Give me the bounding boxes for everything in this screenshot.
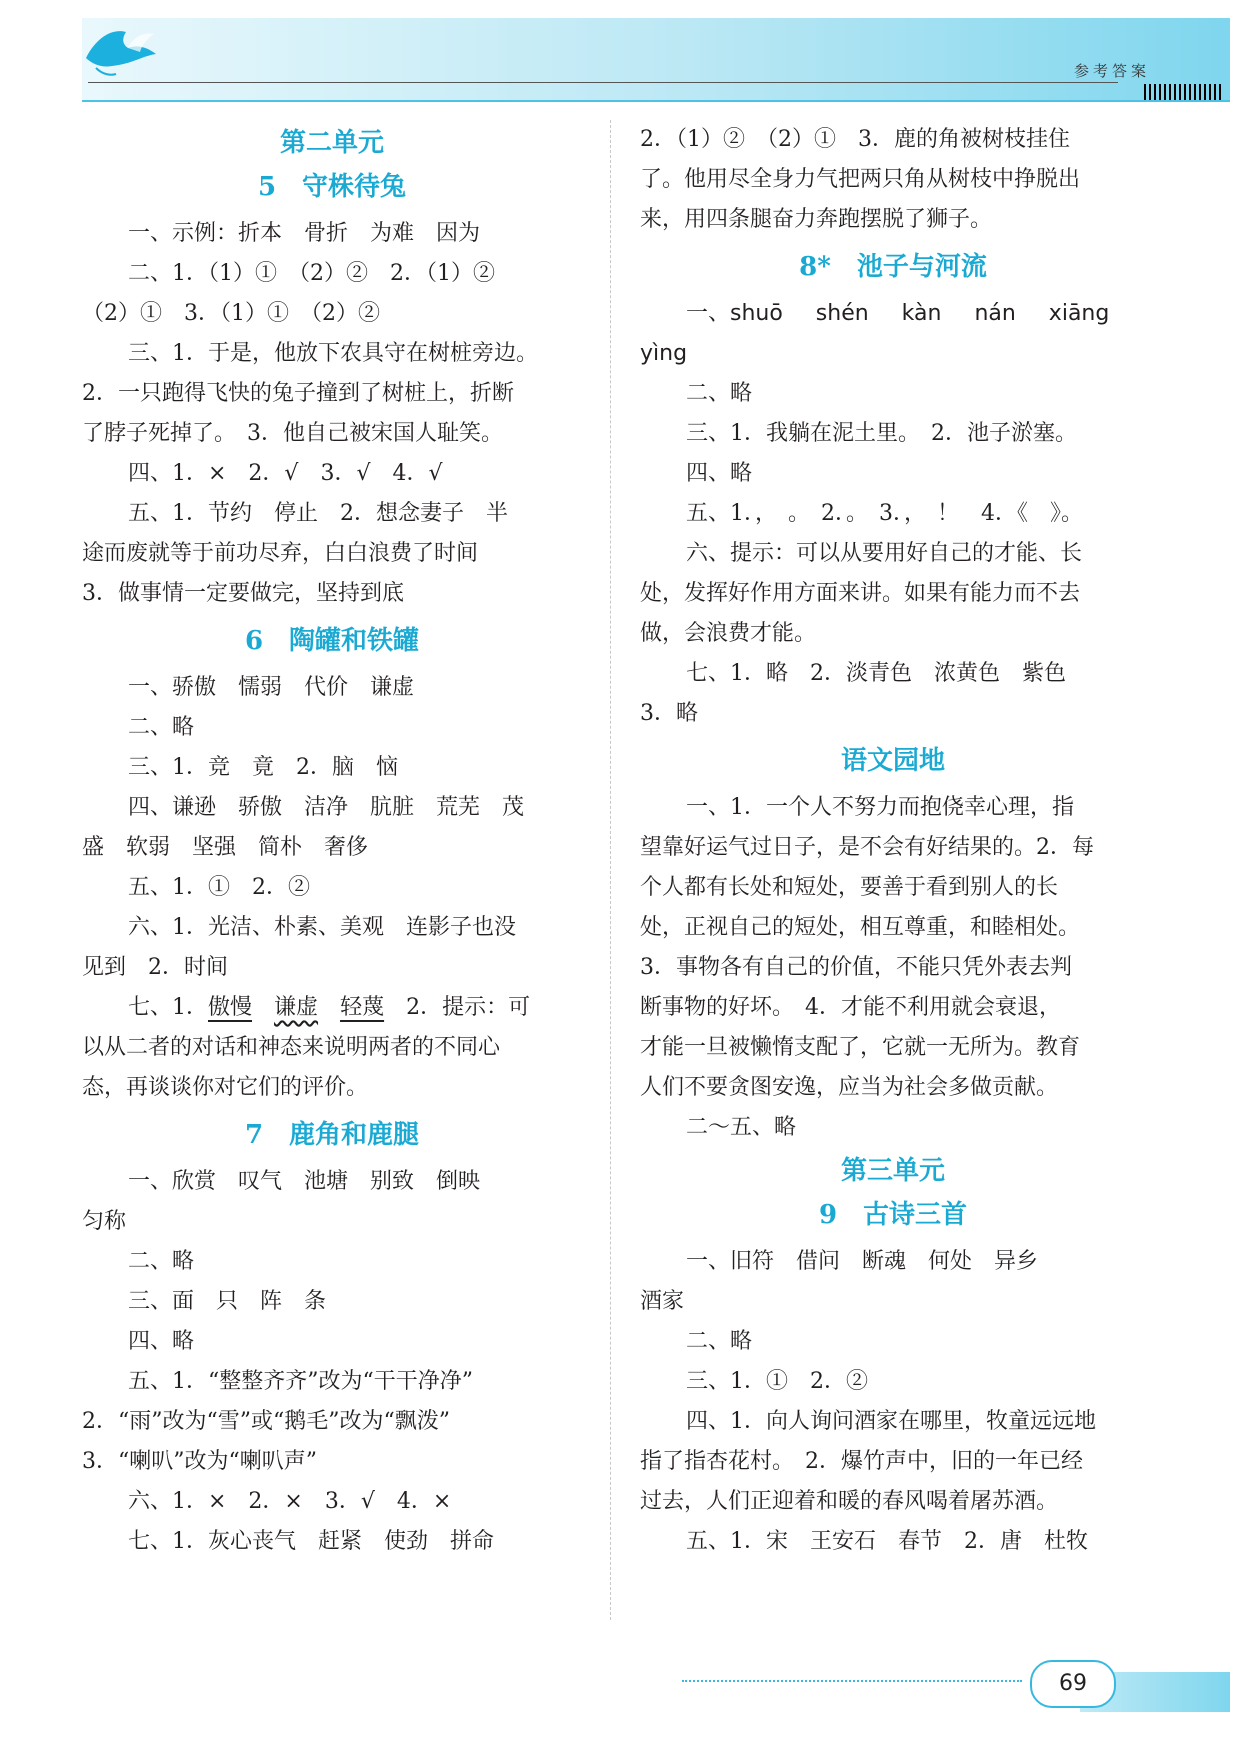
answer-line: 二、略 — [686, 1329, 753, 1354]
answer-line: 态，再谈谈你对它们的评价。 — [82, 1075, 369, 1100]
answer-line: 三、1．① 2．② — [686, 1369, 868, 1394]
header-barcode-decoration — [1144, 84, 1224, 100]
left-column — [82, 120, 582, 1562]
underlined-word: 傲慢 — [208, 995, 253, 1020]
answer-line: （2）① 3．（1）① （2）② — [82, 301, 380, 326]
column-divider — [610, 120, 611, 1620]
answer-line: 二、略 — [128, 1249, 195, 1274]
answer-line: 二、略 — [686, 381, 753, 406]
answer-line: 才能一旦被懒惰支配了，它就一无所为。教育 — [640, 1035, 1081, 1060]
answer-line: 四、谦逊 骄傲 洁净 肮脏 荒芜 茂 — [128, 795, 525, 820]
pinyin-line: yìng — [640, 341, 688, 366]
lesson-heading: 语文园地 — [840, 746, 945, 776]
answer-line: 匀称 — [82, 1209, 127, 1234]
answer-line: 五、1．宋 王安石 春节 2．唐 杜牧 — [686, 1529, 1088, 1554]
answer-line: 三、1．我躺在泥土里。 2．池子淤塞。 — [686, 421, 1077, 446]
answer-line: 五、1．， 。 2．。 3．， ！ 4．《 》。 — [686, 501, 1083, 526]
answer-line: 七、1．灰心丧气 赶紧 使劲 拼命 — [128, 1529, 494, 1554]
answer-text: 2．提示：可 — [406, 995, 531, 1020]
bird-logo-icon — [82, 18, 162, 84]
answer-line: 一、示例：折本 骨折 为难 因为 — [128, 221, 481, 246]
footer-dotted-line — [682, 1680, 1022, 1682]
answer-line: 断事物的好坏。 4．才能不利用就会衰退， — [640, 995, 1061, 1020]
answer-line: 六、1．× 2．× 3．√ 4．× — [128, 1489, 452, 1514]
answer-line: 过去，人们正迎着和暖的春风喝着屠苏酒。 — [640, 1489, 1059, 1514]
answer-line — [82, 988, 582, 1028]
answer-line: 了。他用尽全身力气把两只角从树枝中挣脱出 — [640, 167, 1081, 192]
answer-line: 个人都有长处和短处，要善于看到别人的长 — [640, 875, 1059, 900]
answer-line: 一、骄傲 懦弱 代价 谦虚 — [128, 675, 415, 700]
answer-line: 做，会浪费才能。 — [640, 621, 817, 646]
header-band — [82, 18, 1230, 102]
right-column — [640, 120, 1146, 1562]
answer-line: 四、略 — [686, 461, 753, 486]
answer-line: 二～五、略 — [686, 1115, 797, 1140]
answer-line: 指了指杏花村。 2．爆竹声中，旧的一年已经 — [640, 1449, 1083, 1474]
answer-line: 二、1．（1）① （2）② 2．（1）② — [128, 261, 495, 286]
underlined-word: 谦虚 — [274, 995, 319, 1020]
answer-line: 一、欣赏 叹气 池塘 别致 倒映 — [128, 1169, 481, 1194]
answer-line: 三、1．竞 竟 2．脑 恼 — [128, 755, 398, 780]
underlined-word: 轻蔑 — [340, 995, 385, 1020]
answer-line: 望靠好运气过日子，是不会有好结果的。2．每 — [640, 835, 1094, 860]
answer-line: 七、1．略 2．淡青色 浓黄色 紫色 — [686, 661, 1066, 686]
answer-line: 2．一只跑得飞快的兔子撞到了树桩上，折断 — [82, 381, 514, 406]
answer-line: 2．“雨”改为“雪”或“鹅毛”改为“飘泼” — [82, 1409, 450, 1434]
answer-line: 六、1．光洁、朴素、美观 连影子也没 — [128, 915, 516, 940]
pinyin-line: 一、shuō shén kàn nán xiāng — [686, 301, 1110, 326]
answer-line: 五、1．节约 停止 2．想念妻子 半 — [128, 501, 508, 526]
lesson-heading: 7 鹿角和鹿腿 — [244, 1120, 420, 1150]
unit-heading: 第二单元 — [279, 128, 384, 158]
answer-line: 处，正视自己的短处，相互尊重，和睦相处。 — [640, 915, 1081, 940]
answer-line: 3．略 — [640, 701, 698, 726]
lesson-heading: 8* 池子与河流 — [799, 252, 987, 282]
header-title: 参考答案 — [1073, 62, 1150, 80]
answer-line: 三、1．于是，他放下农具守在树桩旁边。 — [128, 341, 538, 366]
answer-line: 五、1．“整整齐齐”改为“干干净净” — [128, 1369, 473, 1394]
answer-line: 六、提示：可以从要用好自己的才能、长 — [686, 541, 1083, 566]
answer-line: 了脖子死掉了。 3．他自己被宋国人耻笑。 — [82, 421, 503, 446]
answer-line: 四、1．× 2．√ 3．√ 4．√ — [128, 461, 443, 486]
spacer — [318, 995, 340, 1020]
header-rule — [88, 82, 1118, 83]
answer-line: 以从二者的对话和神态来说明两者的不同心 — [82, 1035, 501, 1060]
answer-line: 盛 软弱 坚强 简朴 奢侈 — [82, 835, 369, 860]
answer-line: 3．事物各有自己的价值，不能只凭外表去判 — [640, 955, 1072, 980]
answer-line: 处，发挥好作用方面来讲。如果有能力而不去 — [640, 581, 1081, 606]
lesson-heading: 5 守株待兔 — [257, 172, 407, 202]
answer-line: 五、1．① 2．② — [128, 875, 310, 900]
answer-line: 人们不要贪图安逸，应当为社会多做贡献。 — [640, 1075, 1059, 1100]
answer-line: 三、面 只 阵 条 — [128, 1289, 327, 1314]
page-number: 69 — [1030, 1660, 1116, 1708]
answer-line: 酒家 — [640, 1289, 685, 1314]
spacer — [384, 995, 406, 1020]
answer-line: 2．（1）② （2）① 3．鹿的角被树枝挂住 — [640, 127, 1070, 152]
lesson-heading: 9 古诗三首 — [818, 1200, 968, 1230]
answer-line: 四、1．向人询问酒家在哪里，牧童远远地 — [686, 1409, 1096, 1434]
answer-line: 四、略 — [128, 1329, 195, 1354]
answer-line: 3．做事情一定要做完，坚持到底 — [82, 581, 404, 606]
answer-line: 途而废就等于前功尽弃，白白浪费了时间 — [82, 541, 479, 566]
answer-line: 见到 2．时间 — [82, 955, 228, 980]
answer-line: 一、1．一个人不努力而抱侥幸心理，指 — [686, 795, 1074, 820]
answer-line: 一、旧符 借问 断魂 何处 异乡 — [686, 1249, 1039, 1274]
lesson-heading: 6 陶罐和铁罐 — [244, 626, 420, 656]
unit-heading: 第三单元 — [840, 1156, 945, 1186]
answer-line: 二、略 — [128, 715, 195, 740]
answer-text: 七、1． — [128, 995, 208, 1020]
answer-line: 来，用四条腿奋力奔跑摆脱了狮子。 — [640, 207, 993, 232]
spacer — [252, 995, 274, 1020]
answer-line: 3．“喇叭”改为“喇叭声” — [82, 1449, 317, 1474]
